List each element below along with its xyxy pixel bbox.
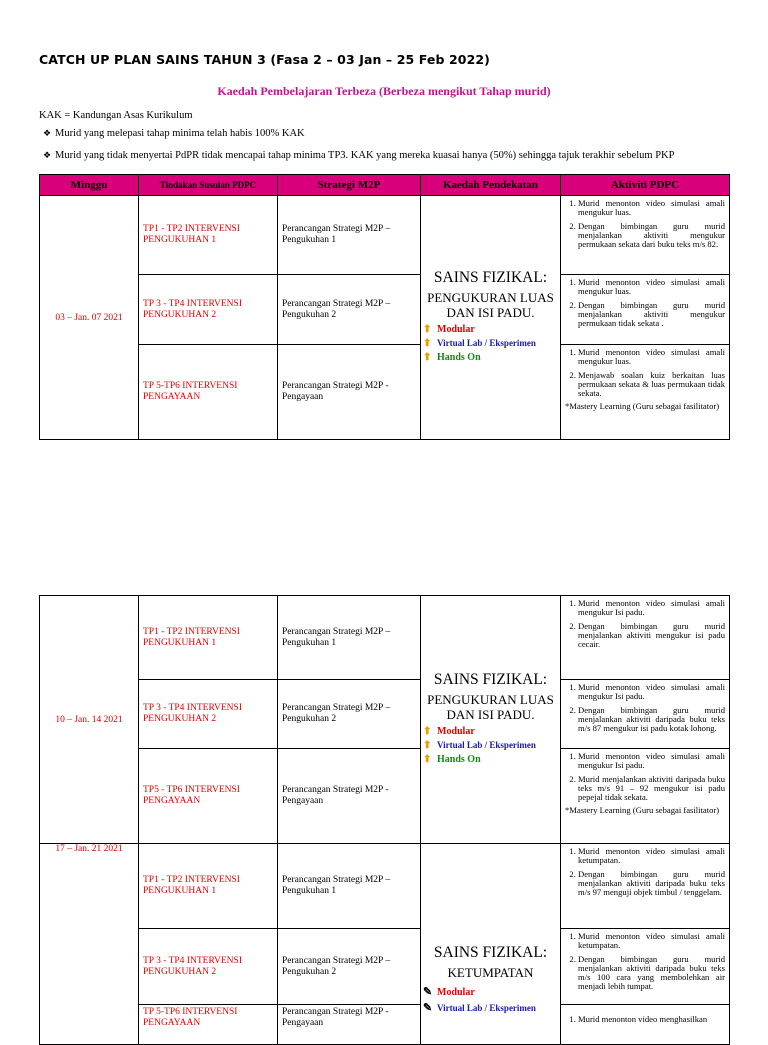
method-label: Hands On bbox=[437, 352, 481, 364]
aktiviti-item: 1. Murid menonton video simulasi amali mengukur Isi padu. bbox=[578, 683, 725, 702]
strategi-cell: Perancangan Strategi M2P – Pengukuhan 1 bbox=[278, 844, 421, 929]
kaedah-topic: PENGUKURAN LUAS DAN ISI PADU. bbox=[427, 691, 554, 722]
list-item bbox=[423, 324, 558, 335]
table-row bbox=[40, 345, 730, 440]
aktiviti-cell bbox=[561, 275, 730, 345]
document-title: CATCH UP PLAN SAINS TAHUN 3 (Fasa 2 – 03 Jan – 25 Feb 2022) bbox=[39, 52, 490, 67]
method-label: Virtual Lab / Eksperimen bbox=[437, 1002, 536, 1013]
aktiviti-item: 1. Murid menonton video simulasi amali ketumpatan. bbox=[578, 932, 725, 951]
aktiviti-item: 2. Dengan bimbingan guru murid menjalankan aktiviti mengukur isi padu cecair. bbox=[578, 622, 725, 650]
table-row bbox=[40, 275, 730, 345]
tindakan-cell: TP5 - TP6 INTERVENSI PENGAYAAN bbox=[139, 749, 278, 844]
table-row bbox=[40, 749, 730, 844]
diamond-bullet-icon: ❖ bbox=[43, 129, 52, 139]
aktiviti-item: 1. Murid menonton video simulasi amali mengukur luas. bbox=[578, 278, 725, 297]
method-label: Modular bbox=[437, 726, 475, 738]
strategi-cell: Perancangan Strategi M2P – Pengukuhan 2 bbox=[278, 680, 421, 749]
week-date: 10 – Jan. 14 2021 bbox=[40, 596, 139, 844]
kak-definition: KAK = Kandungan Asas Kurikulum bbox=[39, 110, 193, 121]
tindakan-cell: TP 3 - TP4 INTERVENSI PENGUKUHAN 2 bbox=[139, 929, 278, 1005]
list-item bbox=[423, 352, 558, 363]
tindakan-cell: TP 3 - TP4 INTERVENSI PENGUKUHAN 2 bbox=[139, 275, 278, 345]
strategi-cell: Perancangan Strategi M2P - Pengayaan bbox=[278, 345, 421, 440]
strategi-cell: Perancangan Strategi M2P – Pengukuhan 1 bbox=[278, 596, 421, 680]
header-minggu: Minggu bbox=[40, 175, 139, 196]
aktiviti-item: 2. Murid menjalankan aktiviti daripada buku teks m/s 91 – 92 mengukur isi padu pepejal tidak sekata. bbox=[578, 775, 725, 803]
table-row bbox=[40, 196, 730, 275]
method-label: Hands On bbox=[437, 754, 481, 766]
plan-table-2 bbox=[39, 595, 730, 1045]
aktiviti-item: 2. Dengan bimbingan guru murid menjalankan aktiviti mengukur permukaan sekata dari buku teks m/s 82. bbox=[578, 222, 725, 250]
arrow-marker-icon: ⬆ bbox=[423, 726, 432, 738]
method-label: Virtual Lab / Eksperimen bbox=[437, 338, 536, 349]
bullet-text: Murid yang melepasi tahap minima telah habis 100% KAK bbox=[55, 128, 305, 139]
mastery-note: *Mastery Learning (Guru sebagai fasilitator) bbox=[565, 401, 720, 412]
kaedah-topic: KETUMPATAN bbox=[447, 965, 534, 980]
tindakan-cell: TP1 - TP2 INTERVENSI PENGUKUHAN 1 bbox=[139, 596, 278, 680]
aktiviti-item: 2. Dengan bimbingan guru murid menjalankan aktiviti daripada buku teks m/s 97 menguji objek timbul / tenggelam. bbox=[578, 870, 725, 898]
aktiviti-item: 1. Murid menonton video menghasilkan bbox=[578, 1015, 725, 1024]
header-tindakan: Tindakan Susulan PDPC bbox=[139, 175, 278, 196]
aktiviti-cell bbox=[561, 680, 730, 749]
table-row bbox=[40, 929, 730, 1005]
kaedah-cell bbox=[421, 844, 561, 1045]
kaedah-heading: SAINS FIZIKAL: bbox=[433, 670, 548, 688]
aktiviti-cell bbox=[561, 749, 730, 844]
document-subtitle: Kaedah Pembelajaran Terbeza (Berbeza mengikut Tahap murid) bbox=[217, 84, 551, 98]
aktiviti-item: 1. Murid menonton video simulasi amali ketumpatan. bbox=[578, 847, 725, 866]
aktiviti-cell bbox=[561, 345, 730, 440]
plan-table-1 bbox=[39, 174, 730, 440]
pencil-marker-icon: ✎ bbox=[423, 1001, 433, 1014]
aktiviti-cell bbox=[561, 596, 730, 680]
table-header-row bbox=[40, 175, 730, 196]
kaedah-topic: PENGUKURAN LUAS DAN ISI PADU. bbox=[427, 289, 554, 320]
mastery-note: *Mastery Learning (Guru sebagai fasilitator) bbox=[565, 805, 720, 816]
bullet-item bbox=[43, 128, 305, 139]
kaedah-list bbox=[423, 324, 558, 363]
list-item bbox=[423, 740, 558, 751]
method-label: Modular bbox=[437, 324, 475, 336]
list-item bbox=[423, 985, 558, 998]
method-label: Virtual Lab / Eksperimen bbox=[437, 740, 536, 751]
strategi-cell: Perancangan Strategi M2P – Pengukuhan 1 bbox=[278, 196, 421, 275]
diamond-bullet-icon: ❖ bbox=[43, 151, 52, 161]
header-aktiviti: Aktiviti PDPC bbox=[561, 175, 730, 196]
strategi-cell: Perancangan Strategi M2P - Pengayaan bbox=[278, 1005, 421, 1045]
aktiviti-item: 1. Murid menonton video simulasi amali mengukur luas. bbox=[578, 199, 725, 218]
aktiviti-item: 1. Murid menonton video simulasi amali mengukur Isi padu. bbox=[578, 752, 725, 771]
list-item bbox=[423, 1001, 558, 1014]
table-row bbox=[40, 596, 730, 680]
tindakan-cell: TP 3 - TP4 INTERVENSI PENGUKUHAN 2 bbox=[139, 680, 278, 749]
week-date: 03 – Jan. 07 2021 bbox=[40, 196, 139, 440]
arrow-marker-icon: ⬆ bbox=[423, 352, 432, 364]
aktiviti-item: 1. Murid menonton video simulasi amali mengukur luas. bbox=[578, 348, 725, 367]
kaedah-cell bbox=[421, 196, 561, 440]
table-row bbox=[40, 680, 730, 749]
header-kaedah: Kaedah Pendekatan bbox=[421, 175, 561, 196]
list-item bbox=[423, 726, 558, 737]
aktiviti-cell bbox=[561, 929, 730, 1005]
strategi-cell: Perancangan Strategi M2P – Pengukuhan 2 bbox=[278, 275, 421, 345]
arrow-marker-icon: ⬆ bbox=[423, 740, 432, 752]
header-strategi: Strategi M2P bbox=[278, 175, 421, 196]
aktiviti-item: 2. Menjawab soalan kuiz berkaitan luas permukaan sekata & luas permukaan tidak sekata. bbox=[578, 371, 725, 399]
tindakan-cell: TP 5-TP6 INTERVENSI PENGAYAAN bbox=[139, 1005, 278, 1045]
aktiviti-item: 1. Murid menonton video simulasi amali mengukur Isi padu. bbox=[578, 599, 725, 618]
aktiviti-cell bbox=[561, 1005, 730, 1045]
tindakan-cell: TP 5-TP6 INTERVENSI PENGAYAAN bbox=[139, 345, 278, 440]
arrow-marker-icon: ⬆ bbox=[423, 324, 432, 336]
bullet-item bbox=[43, 150, 674, 161]
aktiviti-cell bbox=[561, 844, 730, 929]
week-date: 17 – Jan. 21 2021 bbox=[40, 844, 139, 1045]
strategi-cell: Perancangan Strategi M2P – Pengukuhan 2 bbox=[278, 929, 421, 1005]
kaedah-list bbox=[423, 985, 558, 1014]
aktiviti-cell bbox=[561, 196, 730, 275]
kaedah-heading: SAINS FIZIKAL: bbox=[433, 268, 548, 286]
kaedah-list bbox=[423, 726, 558, 765]
table-row bbox=[40, 844, 730, 929]
arrow-marker-icon: ⬆ bbox=[423, 754, 432, 766]
bullet-text: Murid yang tidak menyertai PdPR tidak mencapai tahap minima TP3. KAK yang mereka kuasai hanya (50%) sehingga tajuk terakhir sebelum PKP bbox=[55, 150, 675, 161]
pencil-marker-icon: ✎ bbox=[423, 985, 433, 998]
tindakan-cell: TP1 - TP2 INTERVENSI PENGUKUHAN 1 bbox=[139, 196, 278, 275]
strategi-cell: Perancangan Strategi M2P - Pengayaan bbox=[278, 749, 421, 844]
list-item bbox=[423, 338, 558, 349]
list-item bbox=[423, 754, 558, 765]
table-row bbox=[40, 1005, 730, 1045]
tindakan-cell: TP1 - TP2 INTERVENSI PENGUKUHAN 1 bbox=[139, 844, 278, 929]
aktiviti-item: 2. Dengan bimbingan guru murid menjalankan aktiviti mengukur permukaan tidak sekata . bbox=[578, 301, 725, 329]
kaedah-heading: SAINS FIZIKAL: bbox=[433, 944, 548, 961]
method-label: Modular bbox=[437, 986, 475, 998]
aktiviti-item: 2. Dengan bimbingan guru murid menjalankan aktiviti daripada buku teks m/s 100 cara yang membolehkan air menjadi lebih tumpat. bbox=[578, 955, 725, 992]
arrow-marker-icon: ⬆ bbox=[423, 338, 432, 350]
kaedah-cell bbox=[421, 596, 561, 844]
aktiviti-item: 2. Dengan bimbingan guru murid menjalankan aktiviti daripada buku teks m/s 87 mengukur isi padu kotak lohong. bbox=[578, 706, 725, 734]
